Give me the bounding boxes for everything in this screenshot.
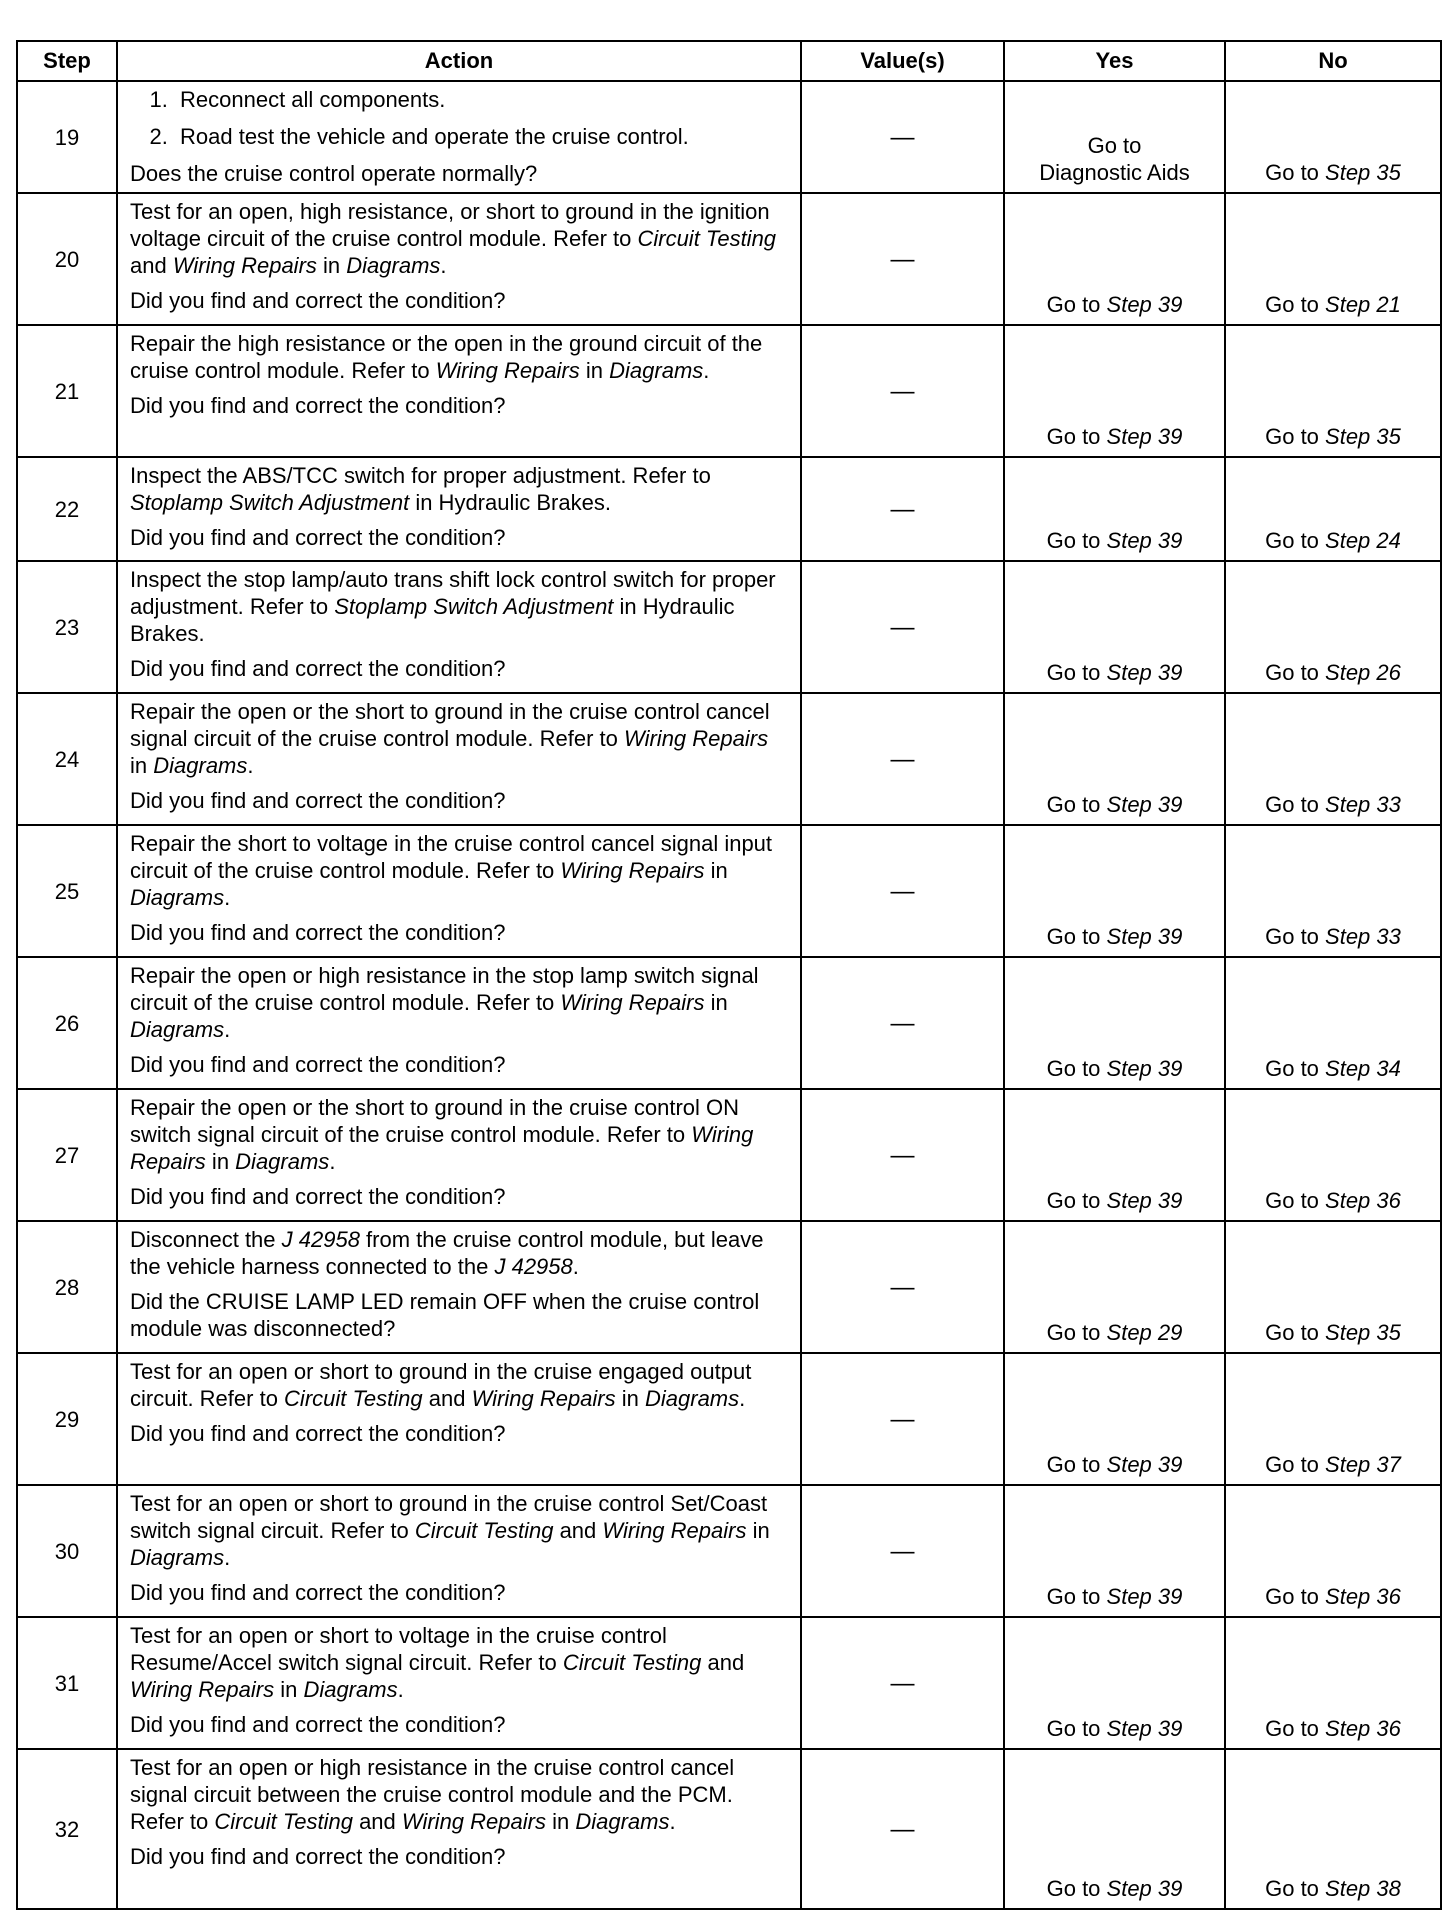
action-cell xyxy=(117,1617,801,1749)
action-question: Did you find and correct the condition? xyxy=(130,656,506,681)
reference-text: Wiring Repairs xyxy=(560,990,705,1015)
reference-text: J 42958 xyxy=(494,1254,573,1279)
action-instruction: Test for an open, high resistance, or short to ground in the ignition voltage circuit of the cruise control module. Refer to Circuit Testing and Wiring Repairs in Diagrams. xyxy=(130,199,777,278)
no-target-link: Step 36 xyxy=(1325,1584,1401,1609)
reference-text: Wiring Repairs xyxy=(560,858,705,883)
yes-target-link: Step 39 xyxy=(1106,660,1183,685)
step-number: 19 xyxy=(17,81,117,193)
no-target-link: Step 37 xyxy=(1325,1452,1401,1477)
action-cell xyxy=(117,693,801,825)
no-result: Go to Step 33 xyxy=(1225,693,1441,825)
step-number: 31 xyxy=(17,1617,117,1749)
yes-result: Go to Step 39 xyxy=(1004,1485,1225,1617)
action-question: Did the CRUISE LAMP LED remain OFF when the cruise control module was disconnected? xyxy=(130,1289,760,1341)
table-row xyxy=(17,957,1441,1089)
yes-result xyxy=(1004,81,1225,193)
reference-text: Wiring Repairs xyxy=(130,1677,275,1702)
no-result: Go to Step 36 xyxy=(1225,1617,1441,1749)
yes-result: Go to Step 39 xyxy=(1004,825,1225,957)
step-number: 23 xyxy=(17,561,117,693)
table-row xyxy=(17,825,1441,957)
yes-target-link: Step 39 xyxy=(1106,528,1183,553)
value-cell: — xyxy=(801,81,1004,193)
action-instruction: Test for an open or short to ground in the cruise control Set/Coast switch signal circuit. Refer to Circuit Testing and Wiring Repairs in Diagrams. xyxy=(130,1491,770,1570)
no-result: Go to Step 24 xyxy=(1225,457,1441,561)
yes-target: Diagnostic Aids xyxy=(1039,160,1190,185)
step-number: 32 xyxy=(17,1749,117,1909)
reference-text: J 42958 xyxy=(281,1227,360,1252)
diagnostic-table xyxy=(16,40,1442,1910)
no-target-link: Step 36 xyxy=(1325,1188,1401,1213)
reference-text: Wiring Repairs xyxy=(471,1386,616,1411)
no-result: Go to Step 35 xyxy=(1225,325,1441,457)
substep-item: 2. Road test the vehicle and operate the cruise control. xyxy=(174,123,790,150)
yes-target-link: Step 39 xyxy=(1106,1452,1183,1477)
no-result: Go to Step 36 xyxy=(1225,1089,1441,1221)
substep-list xyxy=(130,86,790,150)
action-instruction: Test for an open or short to voltage in the cruise control Resume/Accel switch signal circuit. Refer to Circuit Testing and Wiring Repairs in Diagrams. xyxy=(130,1623,745,1702)
reference-text: Stoplamp Switch Adjustment xyxy=(334,594,614,619)
no-target-link: Step 35 xyxy=(1325,424,1401,449)
reference-text: Circuit Testing xyxy=(637,226,777,251)
action-question: Did you find and correct the condition? xyxy=(130,1052,506,1077)
yes-prefix: Go to xyxy=(1087,133,1142,158)
table-row xyxy=(17,325,1441,457)
yes-result: Go to Step 39 xyxy=(1004,1353,1225,1485)
value-cell: — xyxy=(801,1485,1004,1617)
table-row xyxy=(17,457,1441,561)
no-result: Go to Step 36 xyxy=(1225,1485,1441,1617)
action-cell xyxy=(117,561,801,693)
no-target-link: Step 24 xyxy=(1325,528,1401,553)
no-target-link: Step 21 xyxy=(1325,292,1401,317)
table-row xyxy=(17,1089,1441,1221)
step-number: 27 xyxy=(17,1089,117,1221)
no-target-link: Step 26 xyxy=(1325,660,1401,685)
reference-text: Diagrams xyxy=(130,885,225,910)
value-cell: — xyxy=(801,561,1004,693)
reference-text: Stoplamp Switch Adjustment xyxy=(130,490,410,515)
action-question: Did you find and correct the condition? xyxy=(130,393,506,418)
yes-target-link: Step 29 xyxy=(1106,1320,1183,1345)
action-question: Did you find and correct the condition? xyxy=(130,788,506,813)
action-cell xyxy=(117,1089,801,1221)
step-number: 20 xyxy=(17,193,117,325)
table-row xyxy=(17,693,1441,825)
reference-text: Diagrams xyxy=(346,253,441,278)
table-row xyxy=(17,1485,1441,1617)
reference-text: Diagrams xyxy=(645,1386,740,1411)
yes-target-link: Step 39 xyxy=(1106,1188,1183,1213)
action-instruction: Repair the short to voltage in the cruise control cancel signal input circuit of the cruise control module. Refer to Wiring Repairs in Diagrams. xyxy=(130,831,773,910)
reference-text: Circuit Testing xyxy=(414,1518,554,1543)
yes-result: Go to Step 39 xyxy=(1004,1749,1225,1909)
reference-text: Wiring Repairs xyxy=(435,358,580,383)
value-cell: — xyxy=(801,457,1004,561)
value-cell: — xyxy=(801,825,1004,957)
no-result: Go to Step 21 xyxy=(1225,193,1441,325)
value-cell: — xyxy=(801,193,1004,325)
value-cell: — xyxy=(801,1353,1004,1485)
yes-target-link: Step 39 xyxy=(1106,924,1183,949)
yes-result: Go to Step 39 xyxy=(1004,457,1225,561)
table-row xyxy=(17,561,1441,693)
action-cell xyxy=(117,81,801,193)
step-number: 26 xyxy=(17,957,117,1089)
yes-result: Go to Step 39 xyxy=(1004,957,1225,1089)
table-row xyxy=(17,1617,1441,1749)
yes-result: Go to Step 29 xyxy=(1004,1221,1225,1353)
yes-target-link: Step 39 xyxy=(1106,1584,1183,1609)
value-cell: — xyxy=(801,1089,1004,1221)
action-instruction: Repair the open or the short to ground in the cruise control cancel signal circuit of the cruise control module. Refer to Wiring Repairs in Diagrams. xyxy=(130,699,770,778)
reference-text: Diagrams xyxy=(235,1149,330,1174)
step-number: 24 xyxy=(17,693,117,825)
yes-result: Go to Step 39 xyxy=(1004,1617,1225,1749)
step-number: 29 xyxy=(17,1353,117,1485)
step-number: 30 xyxy=(17,1485,117,1617)
reference-text: Wiring Repairs xyxy=(130,1122,754,1174)
no-result: Go to Step 33 xyxy=(1225,825,1441,957)
action-cell xyxy=(117,1485,801,1617)
yes-result: Go to Step 39 xyxy=(1004,193,1225,325)
no-result: Go to Step 35 xyxy=(1225,81,1441,193)
action-instruction: Inspect the stop lamp/auto trans shift lock control switch for proper adjustment. Refer to Stoplamp Switch Adjustment in Hydraulic Brakes. xyxy=(130,567,776,646)
no-target-link: Step 35 xyxy=(1325,160,1401,185)
action-cell xyxy=(117,193,801,325)
reference-text: Circuit Testing xyxy=(562,1650,702,1675)
header-yes: Yes xyxy=(1004,41,1225,81)
table-row xyxy=(17,1353,1441,1485)
yes-target-link: Step 39 xyxy=(1106,424,1183,449)
substep-item: 1. Reconnect all components. xyxy=(174,86,790,113)
reference-text: Wiring Repairs xyxy=(172,253,317,278)
reference-text: Diagrams xyxy=(130,1545,225,1570)
yes-target-link: Step 39 xyxy=(1106,792,1183,817)
yes-target-link: Step 39 xyxy=(1106,292,1183,317)
yes-result: Go to Step 39 xyxy=(1004,693,1225,825)
no-target-link: Step 38 xyxy=(1325,1876,1401,1901)
yes-result: Go to Step 39 xyxy=(1004,561,1225,693)
action-question: Did you find and correct the condition? xyxy=(130,1844,506,1869)
action-cell xyxy=(117,957,801,1089)
step-number: 25 xyxy=(17,825,117,957)
action-cell xyxy=(117,1353,801,1485)
yes-target-link: Step 39 xyxy=(1106,1876,1183,1901)
action-instruction: Repair the high resistance or the open in the ground circuit of the cruise control module. Refer to Wiring Repairs in Diagrams. xyxy=(130,331,763,383)
no-target-link: Step 36 xyxy=(1325,1716,1401,1741)
reference-text: Circuit Testing xyxy=(284,1386,423,1411)
action-cell xyxy=(117,457,801,561)
action-question: Did you find and correct the condition? xyxy=(130,920,506,945)
action-cell xyxy=(117,1749,801,1909)
yes-result: Go to Step 39 xyxy=(1004,325,1225,457)
action-cell xyxy=(117,325,801,457)
reference-text: Wiring Repairs xyxy=(624,726,769,751)
value-cell: — xyxy=(801,693,1004,825)
no-target-link: Step 34 xyxy=(1325,1056,1401,1081)
value-cell: — xyxy=(801,957,1004,1089)
action-question: Did you find and correct the condition? xyxy=(130,288,506,313)
action-question: Did you find and correct the condition? xyxy=(130,525,506,550)
table-row xyxy=(17,1221,1441,1353)
value-cell: — xyxy=(801,1749,1004,1909)
action-question: Does the cruise control operate normally? xyxy=(130,161,538,186)
action-instruction: Test for an open or short to ground in the cruise engaged output circuit. Refer to Circuit Testing and Wiring Repairs in Diagrams. xyxy=(130,1359,752,1411)
reference-text: Diagrams xyxy=(130,1017,225,1042)
yes-result: Go to Step 39 xyxy=(1004,1089,1225,1221)
no-result: Go to Step 38 xyxy=(1225,1749,1441,1909)
no-target-link: Step 35 xyxy=(1325,1320,1401,1345)
header-no: No xyxy=(1225,41,1441,81)
header-action: Action xyxy=(117,41,801,81)
value-cell: — xyxy=(801,325,1004,457)
yes-target-link: Step 39 xyxy=(1106,1716,1183,1741)
value-cell: — xyxy=(801,1221,1004,1353)
table-body xyxy=(17,81,1441,1909)
table-row xyxy=(17,1749,1441,1909)
reference-text: Diagrams xyxy=(153,753,248,778)
step-number: 22 xyxy=(17,457,117,561)
action-instruction: Test for an open or high resistance in the cruise control cancel signal circuit between the cruise control module and the PCM. Refer to Circuit Testing and Wiring Repairs in Diagrams. xyxy=(130,1755,735,1834)
action-cell xyxy=(117,825,801,957)
no-target-link: Step 33 xyxy=(1325,792,1401,817)
action-instruction: Inspect the ABS/TCC switch for proper adjustment. Refer to Stoplamp Switch Adjustment in Hydraulic Brakes. xyxy=(130,463,711,515)
reference-text: Circuit Testing xyxy=(214,1809,353,1834)
value-cell: — xyxy=(801,1617,1004,1749)
reference-text: Diagrams xyxy=(575,1809,670,1834)
table-row xyxy=(17,81,1441,193)
reference-text: Diagrams xyxy=(303,1677,398,1702)
reference-text: Wiring Repairs xyxy=(602,1518,747,1543)
action-question: Did you find and correct the condition? xyxy=(130,1421,506,1446)
table-row xyxy=(17,193,1441,325)
no-result: Go to Step 26 xyxy=(1225,561,1441,693)
action-question: Did you find and correct the condition? xyxy=(130,1580,506,1605)
no-result: Go to Step 34 xyxy=(1225,957,1441,1089)
header-values: Value(s) xyxy=(801,41,1004,81)
reference-text: Wiring Repairs xyxy=(401,1809,546,1834)
action-question: Did you find and correct the condition? xyxy=(130,1184,506,1209)
no-target-link: Step 33 xyxy=(1325,924,1401,949)
yes-target-link: Step 39 xyxy=(1106,1056,1183,1081)
header-row xyxy=(17,41,1441,81)
reference-text: Diagrams xyxy=(609,358,704,383)
action-instruction: Disconnect the J 42958 from the cruise control module, but leave the vehicle harness connected to the J 42958. xyxy=(130,1227,764,1279)
action-instruction: Repair the open or high resistance in the stop lamp switch signal circuit of the cruise control module. Refer to Wiring Repairs in Diagrams. xyxy=(130,963,759,1042)
header-step: Step xyxy=(17,41,117,81)
action-question: Did you find and correct the condition? xyxy=(130,1712,506,1737)
action-instruction: Repair the open or the short to ground in the cruise control ON switch signal circuit of the cruise control module. Refer to Wiring Repairs in Diagrams. xyxy=(130,1095,754,1174)
step-number: 28 xyxy=(17,1221,117,1353)
step-number: 21 xyxy=(17,325,117,457)
no-result: Go to Step 35 xyxy=(1225,1221,1441,1353)
action-cell xyxy=(117,1221,801,1353)
no-result: Go to Step 37 xyxy=(1225,1353,1441,1485)
